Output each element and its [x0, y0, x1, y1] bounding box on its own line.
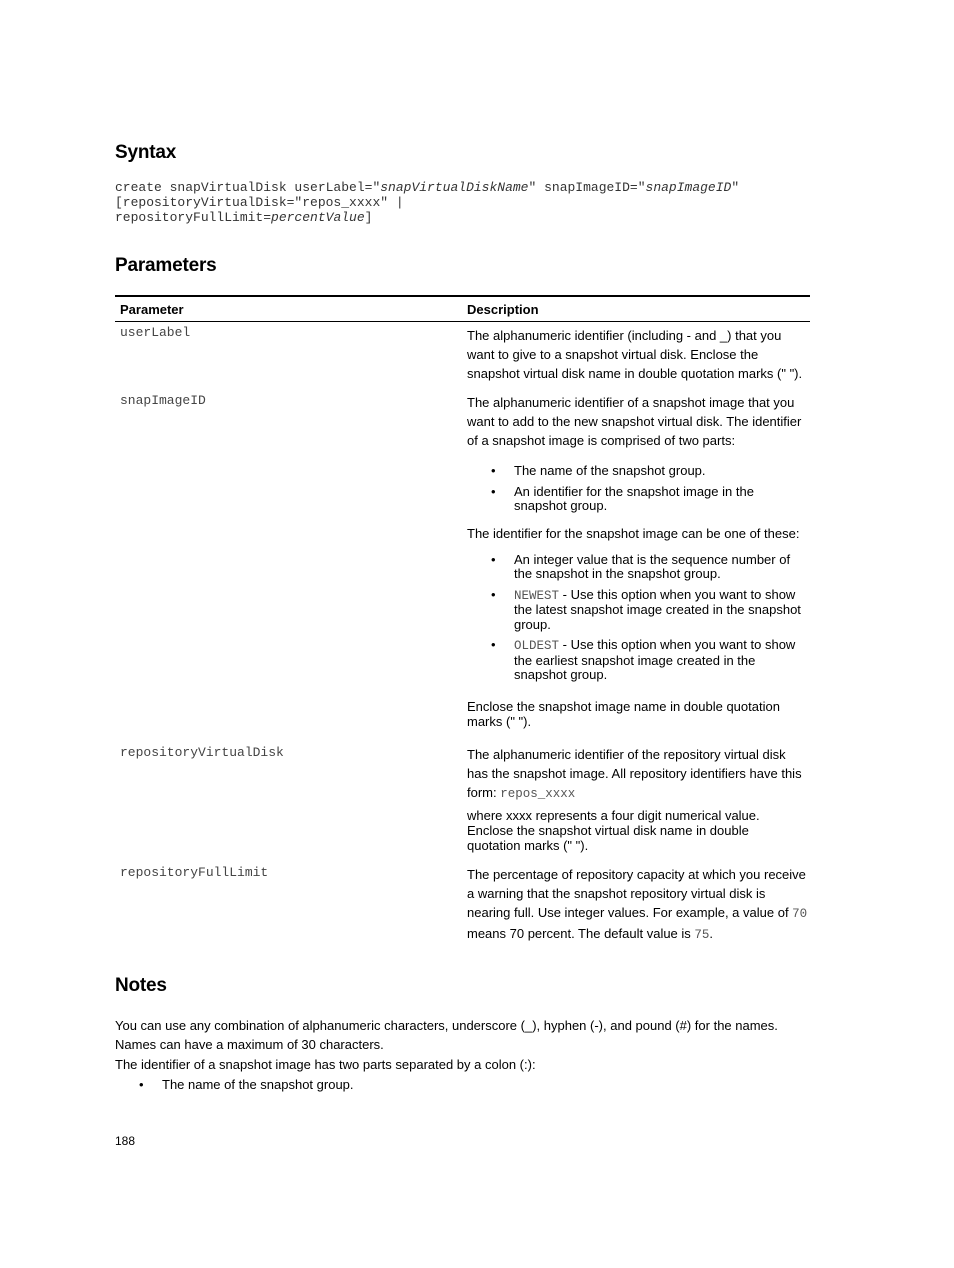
- notes-bullet-list: [115, 1078, 715, 1099]
- notes-paragraph: You can use any combination of alphanumeric characters, underscore (_), hyphen (-), and pound (#) for the names. Names can have a maximum of 30 characters.: [115, 1018, 778, 1052]
- description-text-part: means 70 percent. The default value is: [467, 926, 695, 941]
- syntax-code-block: [115, 180, 739, 225]
- parameter-description: [467, 393, 809, 729]
- list-item: • An identifier for the snapshot image in the snapshot group.: [467, 485, 809, 514]
- parameter-name: repositoryFullLimit: [120, 865, 269, 880]
- description-text: The alphanumeric identifier of a snapshot image that you want to add to the new snapshot virtual disk. The identifier of a snapshot image is comprised of two parts:: [467, 395, 802, 448]
- syntax-text: ]: [364, 210, 373, 225]
- syntax-line-2: [repositoryVirtualDisk="repos_xxxx" |: [115, 195, 404, 210]
- inline-code: repos_xxxx: [500, 787, 576, 801]
- column-header-description: Description: [467, 302, 539, 317]
- parameter-description: [467, 326, 809, 383]
- syntax-text: " snapImageID=": [528, 180, 646, 195]
- inline-code: OLDEST: [514, 639, 560, 653]
- notes-paragraph: The identifier of a snapshot image has two parts separated by a colon (:):: [115, 1057, 536, 1072]
- description-text-part: .: [709, 926, 714, 941]
- description-text: [467, 745, 809, 804]
- table-header: [115, 295, 810, 322]
- description-text: The identifier for the snapshot image can be one of these:: [467, 525, 800, 541]
- syntax-variable: percentValue: [271, 210, 365, 225]
- syntax-line-1: [115, 180, 739, 195]
- inline-code: 75: [694, 928, 710, 942]
- inline-code: NEWEST: [514, 588, 560, 603]
- description-text-part: The percentage of repository capacity at which you receive a warning that the snapshot repository virtual disk is nearing full. Use integer values. For example, a value of: [467, 867, 806, 920]
- parameter-name: userLabel: [120, 325, 191, 340]
- description-text: Enclose the snapshot image name in double quotation marks (" ").: [467, 698, 780, 729]
- parameters-heading: Parameters: [115, 255, 217, 276]
- syntax-line-3: [115, 210, 372, 225]
- parameter-name: repositoryVirtualDisk: [120, 745, 284, 760]
- syntax-variable: snapVirtualDiskName: [380, 180, 529, 195]
- bullet-list: [467, 464, 809, 514]
- list-item: [467, 638, 809, 683]
- list-item-text: - Use this option when you want to show the latest snapshot image created in the snapshot group.: [514, 586, 801, 632]
- notes-heading: Notes: [115, 975, 167, 996]
- list-item: • The name of the snapshot group.: [467, 464, 809, 479]
- description-text: [467, 865, 809, 945]
- syntax-text: repositoryFullLimit=: [115, 210, 272, 225]
- description-text: The alphanumeric identifier (including - and _) that you want to give to a snapshot virtual disk. Enclose the snapshot virtual disk name in double quotation marks (" ").: [467, 328, 803, 381]
- parameters-table: [115, 295, 810, 942]
- parameter-description: [467, 865, 809, 945]
- syntax-text: ": [731, 180, 740, 195]
- column-header-parameter: Parameter: [120, 302, 184, 317]
- description-text-part: The alphanumeric identifier of the repository virtual disk has the snapshot image. All repository identifiers have this form:: [467, 747, 802, 800]
- list-item: • The name of the snapshot group.: [115, 1078, 715, 1093]
- list-item: • An integer value that is the sequence number of the snapshot in the snapshot group.: [467, 553, 809, 582]
- inline-code: 70: [792, 907, 808, 921]
- page-number: 188: [115, 1134, 136, 1148]
- bullet-list: [467, 553, 809, 683]
- description-text: where xxxx represents a four digit numerical value. Enclose the snapshot virtual disk name in double quotation marks (" ").: [467, 808, 760, 853]
- syntax-variable: snapImageID: [645, 180, 732, 195]
- list-item: [467, 588, 809, 633]
- parameter-name: snapImageID: [120, 393, 206, 408]
- parameter-description: [467, 745, 809, 853]
- syntax-heading: Syntax: [115, 142, 177, 163]
- syntax-text: create snapVirtualDisk userLabel=": [115, 180, 381, 195]
- list-item-text: - Use this option when you want to show the earliest snapshot image created in the snapshot group.: [514, 637, 796, 682]
